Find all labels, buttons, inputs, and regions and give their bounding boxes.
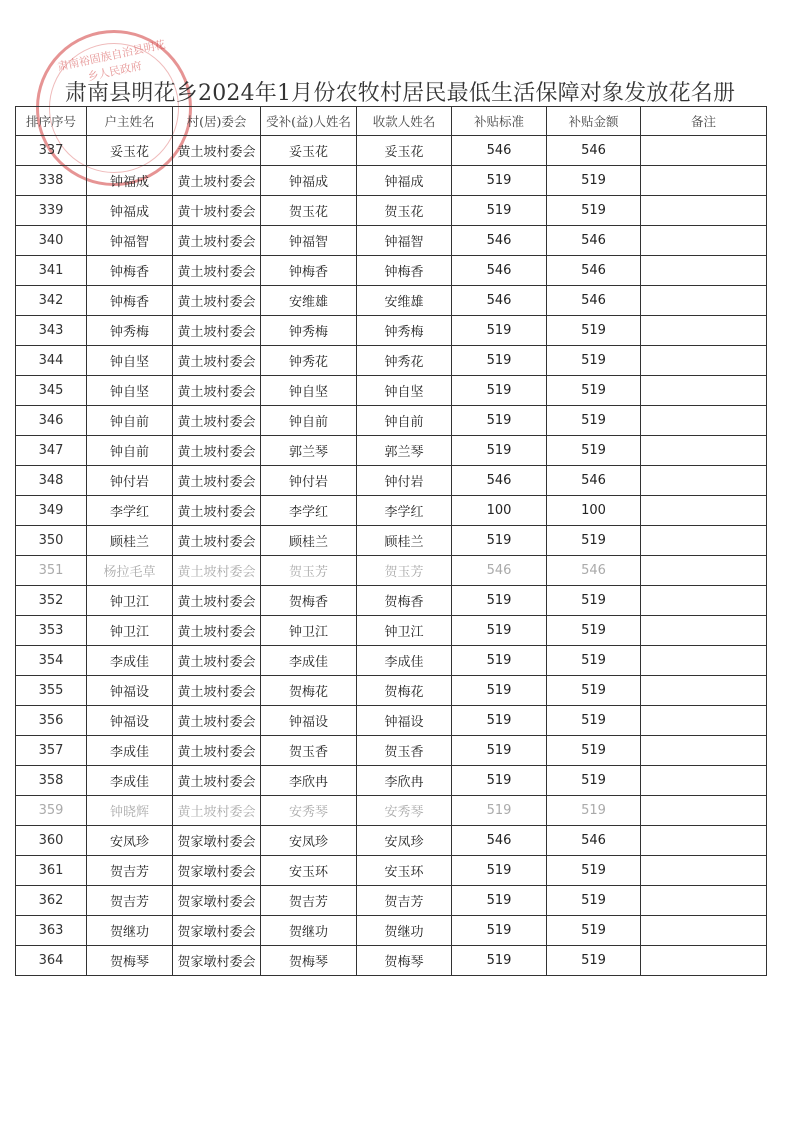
cell-amount: 546 — [547, 256, 641, 286]
cell-index: 345 — [16, 376, 87, 406]
cell-payee: 贺吉芳 — [357, 886, 452, 916]
cell-remark — [641, 826, 767, 856]
cell-payee: 钟梅香 — [357, 256, 452, 286]
cell-index: 355 — [16, 676, 87, 706]
document-title: 肃南县明花乡2024年1月份农牧村居民最低生活保障对象发放花名册 — [64, 81, 736, 106]
cell-beneficiary: 钟福设 — [261, 706, 357, 736]
cell-index: 348 — [16, 466, 87, 496]
cell-village: 黄土坡村委会 — [173, 586, 261, 616]
cell-payee: 李学红 — [357, 496, 452, 526]
cell-household-head: 钟秀梅 — [87, 316, 173, 346]
cell-household-head: 钟卫江 — [87, 616, 173, 646]
cell-payee: 贺梅香 — [357, 586, 452, 616]
cell-village: 黄土坡村委会 — [173, 376, 261, 406]
cell-remark — [641, 886, 767, 916]
cell-payee: 钟福设 — [357, 706, 452, 736]
cell-household-head: 李成佳 — [87, 736, 173, 766]
cell-amount: 519 — [547, 766, 641, 796]
table-row — [16, 556, 767, 586]
cell-household-head: 贺吉芳 — [87, 886, 173, 916]
cell-household-head: 钟梅香 — [87, 286, 173, 316]
cell-index: 341 — [16, 256, 87, 286]
cell-village: 黄土坡村委会 — [173, 556, 261, 586]
cell-payee: 李成佳 — [357, 646, 452, 676]
cell-beneficiary: 李成佳 — [261, 646, 357, 676]
cell-village: 黄土坡村委会 — [173, 226, 261, 256]
cell-beneficiary: 钟自前 — [261, 406, 357, 436]
cell-index: 354 — [16, 646, 87, 676]
table-row — [16, 916, 767, 946]
cell-beneficiary: 贺玉花 — [261, 196, 357, 226]
cell-beneficiary: 贺玉芳 — [261, 556, 357, 586]
cell-beneficiary: 安玉环 — [261, 856, 357, 886]
table-row — [16, 256, 767, 286]
cell-index: 359 — [16, 796, 87, 826]
cell-beneficiary: 妥玉花 — [261, 136, 357, 166]
cell-standard: 546 — [452, 556, 547, 586]
cell-beneficiary: 贺梅花 — [261, 676, 357, 706]
cell-standard: 519 — [452, 796, 547, 826]
cell-beneficiary: 贺梅香 — [261, 586, 357, 616]
cell-household-head: 李成佳 — [87, 646, 173, 676]
cell-standard: 519 — [452, 946, 547, 976]
cell-household-head: 钟自坚 — [87, 346, 173, 376]
col-header-amount: 补贴金额 — [547, 107, 641, 136]
cell-beneficiary: 安秀琴 — [261, 796, 357, 826]
cell-remark — [641, 406, 767, 436]
cell-index: 340 — [16, 226, 87, 256]
cell-index: 363 — [16, 916, 87, 946]
cell-beneficiary: 安维雄 — [261, 286, 357, 316]
cell-remark — [641, 736, 767, 766]
table-row — [16, 586, 767, 616]
cell-standard: 546 — [452, 286, 547, 316]
cell-standard: 100 — [452, 496, 547, 526]
cell-standard: 519 — [452, 736, 547, 766]
cell-village: 贺家墩村委会 — [173, 946, 261, 976]
cell-index: 343 — [16, 316, 87, 346]
cell-village: 黄土坡村委会 — [173, 166, 261, 196]
cell-remark — [641, 196, 767, 226]
cell-amount: 100 — [547, 496, 641, 526]
cell-amount: 519 — [547, 646, 641, 676]
cell-remark — [641, 616, 767, 646]
cell-village: 黄土坡村委会 — [173, 406, 261, 436]
cell-index: 344 — [16, 346, 87, 376]
table-row — [16, 646, 767, 676]
cell-index: 337 — [16, 136, 87, 166]
cell-beneficiary: 顾桂兰 — [261, 526, 357, 556]
cell-standard: 519 — [452, 316, 547, 346]
cell-household-head: 李学红 — [87, 496, 173, 526]
cell-remark — [641, 916, 767, 946]
table-row — [16, 286, 767, 316]
cell-village: 黄土坡村委会 — [173, 766, 261, 796]
cell-amount: 519 — [547, 736, 641, 766]
cell-village: 贺家墩村委会 — [173, 886, 261, 916]
cell-amount: 519 — [547, 406, 641, 436]
cell-village: 黄土坡村委会 — [173, 496, 261, 526]
cell-beneficiary: 贺继功 — [261, 916, 357, 946]
cell-remark — [641, 286, 767, 316]
cell-index: 353 — [16, 616, 87, 646]
table-row — [16, 226, 767, 256]
table-row — [16, 466, 767, 496]
cell-amount: 519 — [547, 856, 641, 886]
cell-remark — [641, 436, 767, 466]
cell-index: 352 — [16, 586, 87, 616]
cell-index: 356 — [16, 706, 87, 736]
table-row — [16, 796, 767, 826]
cell-amount: 546 — [547, 466, 641, 496]
cell-payee: 郭兰琴 — [357, 436, 452, 466]
cell-payee: 钟秀梅 — [357, 316, 452, 346]
cell-amount: 519 — [547, 796, 641, 826]
cell-village: 黄土坡村委会 — [173, 676, 261, 706]
cell-household-head: 杨拉毛草 — [87, 556, 173, 586]
cell-amount: 519 — [547, 166, 641, 196]
cell-index: 358 — [16, 766, 87, 796]
cell-amount: 519 — [547, 616, 641, 646]
cell-standard: 519 — [452, 706, 547, 736]
cell-beneficiary: 钟卫江 — [261, 616, 357, 646]
table-row — [16, 886, 767, 916]
cell-amount: 546 — [547, 226, 641, 256]
cell-village: 黄十坡村委会 — [173, 196, 261, 226]
cell-index: 360 — [16, 826, 87, 856]
cell-payee: 贺玉香 — [357, 736, 452, 766]
cell-payee: 贺梅琴 — [357, 946, 452, 976]
cell-beneficiary: 贺梅琴 — [261, 946, 357, 976]
table-row — [16, 676, 767, 706]
cell-payee: 安维雄 — [357, 286, 452, 316]
cell-payee: 钟自坚 — [357, 376, 452, 406]
cell-remark — [641, 676, 767, 706]
cell-remark — [641, 556, 767, 586]
cell-household-head: 钟福智 — [87, 226, 173, 256]
col-header-standard: 补贴标准 — [452, 107, 547, 136]
cell-beneficiary: 钟自坚 — [261, 376, 357, 406]
table-row — [16, 376, 767, 406]
cell-village: 黄土坡村委会 — [173, 436, 261, 466]
cell-beneficiary: 钟秀花 — [261, 346, 357, 376]
roster-table — [15, 106, 767, 976]
table-row — [16, 196, 767, 226]
cell-village: 黄土坡村委会 — [173, 706, 261, 736]
cell-remark — [641, 376, 767, 406]
cell-household-head: 钟福成 — [87, 166, 173, 196]
cell-index: 361 — [16, 856, 87, 886]
table-row — [16, 346, 767, 376]
table-row — [16, 946, 767, 976]
col-header-remark: 备注 — [641, 107, 767, 136]
cell-amount: 546 — [547, 826, 641, 856]
cell-payee: 妥玉花 — [357, 136, 452, 166]
cell-standard: 546 — [452, 256, 547, 286]
cell-household-head: 钟福设 — [87, 706, 173, 736]
cell-index: 364 — [16, 946, 87, 976]
cell-remark — [641, 256, 767, 286]
cell-standard: 546 — [452, 136, 547, 166]
cell-remark — [641, 796, 767, 826]
seal-text: 肃南裕固族自治县明花乡人民政府 — [56, 37, 167, 84]
cell-village: 黄土坡村委会 — [173, 616, 261, 646]
cell-remark — [641, 166, 767, 196]
col-header-household-head: 户主姓名 — [87, 107, 173, 136]
cell-payee: 钟付岩 — [357, 466, 452, 496]
cell-amount: 519 — [547, 436, 641, 466]
cell-index: 349 — [16, 496, 87, 526]
cell-village: 黄土坡村委会 — [173, 346, 261, 376]
cell-beneficiary: 李欣冉 — [261, 766, 357, 796]
cell-standard: 519 — [452, 586, 547, 616]
cell-amount: 519 — [547, 526, 641, 556]
cell-village: 黄土坡村委会 — [173, 646, 261, 676]
cell-index: 346 — [16, 406, 87, 436]
cell-amount: 546 — [547, 136, 641, 166]
cell-payee: 钟自前 — [357, 406, 452, 436]
cell-village: 黄土坡村委会 — [173, 136, 261, 166]
cell-beneficiary: 贺玉香 — [261, 736, 357, 766]
table-row — [16, 496, 767, 526]
cell-standard: 546 — [452, 466, 547, 496]
table-row — [16, 706, 767, 736]
cell-payee: 安秀琴 — [357, 796, 452, 826]
cell-standard: 519 — [452, 856, 547, 886]
cell-amount: 519 — [547, 316, 641, 346]
cell-village: 黄土坡村委会 — [173, 736, 261, 766]
cell-standard: 519 — [452, 196, 547, 226]
table-row — [16, 406, 767, 436]
cell-remark — [641, 586, 767, 616]
cell-village: 贺家墩村委会 — [173, 826, 261, 856]
cell-village: 黄土坡村委会 — [173, 796, 261, 826]
cell-household-head: 钟付岩 — [87, 466, 173, 496]
cell-standard: 546 — [452, 226, 547, 256]
cell-household-head: 钟自前 — [87, 436, 173, 466]
cell-remark — [641, 946, 767, 976]
col-header-village: 村(居)委会 — [173, 107, 261, 136]
cell-standard: 519 — [452, 886, 547, 916]
cell-beneficiary: 钟付岩 — [261, 466, 357, 496]
cell-payee: 安凤珍 — [357, 826, 452, 856]
table-header-row — [16, 107, 767, 136]
cell-village: 黄土坡村委会 — [173, 256, 261, 286]
cell-index: 347 — [16, 436, 87, 466]
cell-index: 362 — [16, 886, 87, 916]
table-row — [16, 166, 767, 196]
cell-index: 339 — [16, 196, 87, 226]
table-row — [16, 826, 767, 856]
cell-payee: 贺继功 — [357, 916, 452, 946]
col-header-payee: 收款人姓名 — [357, 107, 452, 136]
cell-household-head: 钟梅香 — [87, 256, 173, 286]
cell-amount: 519 — [547, 706, 641, 736]
cell-beneficiary: 李学红 — [261, 496, 357, 526]
table-row — [16, 736, 767, 766]
cell-village: 贺家墩村委会 — [173, 916, 261, 946]
cell-standard: 519 — [452, 406, 547, 436]
table-row — [16, 616, 767, 646]
cell-remark — [641, 706, 767, 736]
cell-beneficiary: 钟秀梅 — [261, 316, 357, 346]
cell-payee: 贺梅花 — [357, 676, 452, 706]
cell-amount: 519 — [547, 586, 641, 616]
table-row — [16, 526, 767, 556]
cell-standard: 519 — [452, 916, 547, 946]
cell-amount: 519 — [547, 196, 641, 226]
cell-household-head: 贺继功 — [87, 916, 173, 946]
cell-village: 黄土坡村委会 — [173, 526, 261, 556]
cell-amount: 546 — [547, 286, 641, 316]
cell-amount: 546 — [547, 556, 641, 586]
cell-standard: 519 — [452, 616, 547, 646]
cell-household-head: 钟自坚 — [87, 376, 173, 406]
cell-amount: 519 — [547, 916, 641, 946]
cell-household-head: 钟卫江 — [87, 586, 173, 616]
cell-standard: 519 — [452, 346, 547, 376]
cell-index: 342 — [16, 286, 87, 316]
cell-remark — [641, 466, 767, 496]
cell-payee: 钟卫江 — [357, 616, 452, 646]
cell-payee: 钟秀花 — [357, 346, 452, 376]
table-row — [16, 436, 767, 466]
cell-standard: 519 — [452, 376, 547, 406]
cell-remark — [641, 226, 767, 256]
cell-remark — [641, 856, 767, 886]
cell-standard: 519 — [452, 436, 547, 466]
col-header-beneficiary: 受补(益)人姓名 — [261, 107, 357, 136]
table-row — [16, 136, 767, 166]
cell-household-head: 安凤珍 — [87, 826, 173, 856]
cell-index: 338 — [16, 166, 87, 196]
cell-household-head: 钟晓辉 — [87, 796, 173, 826]
cell-beneficiary: 安凤珍 — [261, 826, 357, 856]
cell-payee: 贺玉花 — [357, 196, 452, 226]
cell-beneficiary: 钟梅香 — [261, 256, 357, 286]
cell-amount: 519 — [547, 376, 641, 406]
cell-household-head: 妥玉花 — [87, 136, 173, 166]
cell-payee: 钟福智 — [357, 226, 452, 256]
cell-remark — [641, 526, 767, 556]
cell-standard: 519 — [452, 646, 547, 676]
cell-payee: 贺玉芳 — [357, 556, 452, 586]
cell-amount: 519 — [547, 886, 641, 916]
cell-household-head: 钟福设 — [87, 676, 173, 706]
cell-village: 黄土坡村委会 — [173, 316, 261, 346]
cell-household-head: 钟自前 — [87, 406, 173, 436]
cell-standard: 519 — [452, 526, 547, 556]
cell-household-head: 贺梅琴 — [87, 946, 173, 976]
cell-remark — [641, 136, 767, 166]
cell-beneficiary: 钟福成 — [261, 166, 357, 196]
cell-beneficiary: 贺吉芳 — [261, 886, 357, 916]
cell-remark — [641, 316, 767, 346]
cell-remark — [641, 496, 767, 526]
cell-amount: 519 — [547, 946, 641, 976]
cell-beneficiary: 郭兰琴 — [261, 436, 357, 466]
cell-amount: 519 — [547, 676, 641, 706]
cell-village: 贺家墩村委会 — [173, 856, 261, 886]
cell-household-head: 李成佳 — [87, 766, 173, 796]
cell-standard: 546 — [452, 826, 547, 856]
cell-village: 黄土坡村委会 — [173, 286, 261, 316]
cell-remark — [641, 346, 767, 376]
cell-household-head: 钟福成 — [87, 196, 173, 226]
cell-payee: 钟福成 — [357, 166, 452, 196]
cell-amount: 519 — [547, 346, 641, 376]
table-row — [16, 316, 767, 346]
cell-payee: 李欣冉 — [357, 766, 452, 796]
cell-standard: 519 — [452, 676, 547, 706]
cell-index: 350 — [16, 526, 87, 556]
cell-household-head: 顾桂兰 — [87, 526, 173, 556]
cell-payee: 安玉环 — [357, 856, 452, 886]
cell-payee: 顾桂兰 — [357, 526, 452, 556]
cell-index: 351 — [16, 556, 87, 586]
cell-index: 357 — [16, 736, 87, 766]
cell-household-head: 贺吉芳 — [87, 856, 173, 886]
table-row — [16, 856, 767, 886]
cell-remark — [641, 646, 767, 676]
cell-standard: 519 — [452, 766, 547, 796]
cell-standard: 519 — [452, 166, 547, 196]
col-header-index: 排序序号 — [16, 107, 87, 136]
table-row — [16, 766, 767, 796]
cell-beneficiary: 钟福智 — [261, 226, 357, 256]
cell-remark — [641, 766, 767, 796]
cell-village: 黄土坡村委会 — [173, 466, 261, 496]
